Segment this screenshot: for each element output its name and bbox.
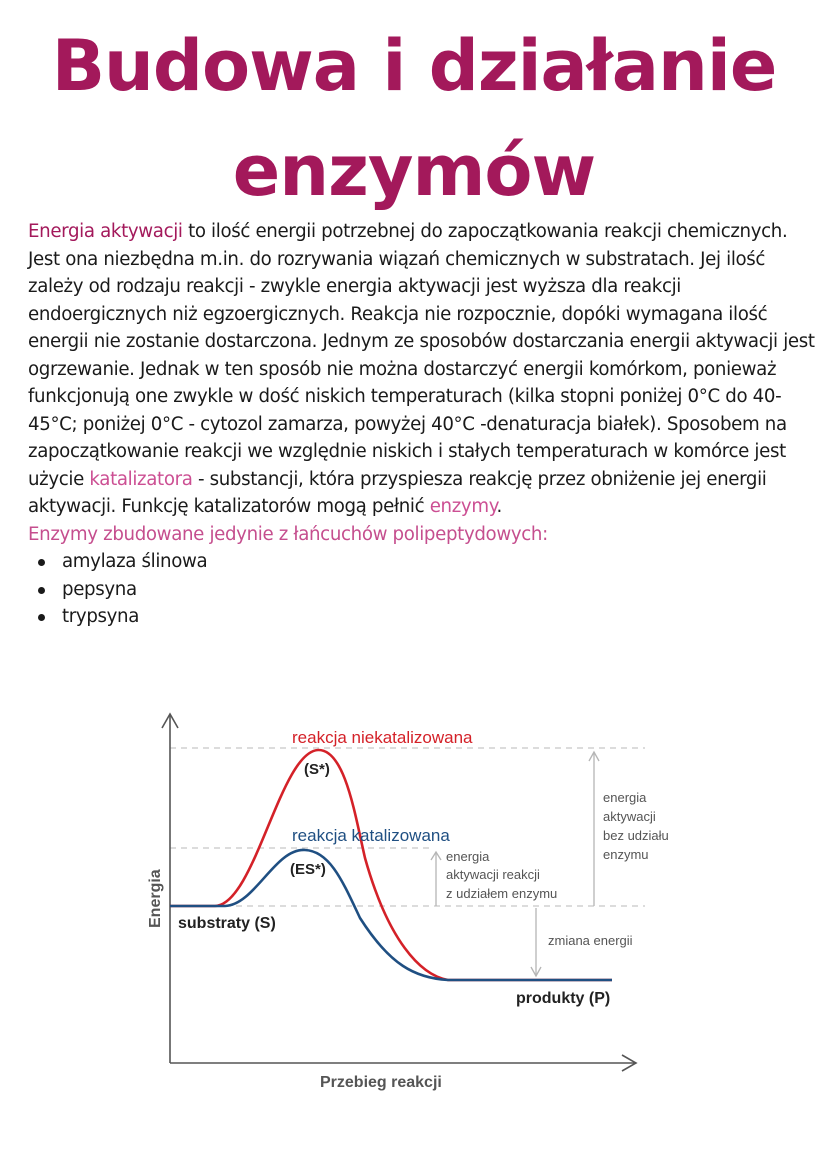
title-line-2: enzymów [232, 130, 596, 212]
note-line: energia [603, 790, 647, 805]
label-substrates: substraty (S) [178, 915, 276, 932]
label-es-star: (ES*) [290, 861, 326, 878]
enzymes-subheading: Enzymy zbudowane jedynie z łańcuchów polipeptydowych: [28, 523, 548, 545]
note-act-enzyme [446, 849, 557, 901]
list-item: trypsyna [62, 603, 818, 631]
note-line: bez udziału [603, 828, 669, 843]
note-energy-change: zmiana energii [548, 933, 633, 948]
label-catalyzed: reakcja katalizowana [292, 826, 450, 845]
label-s-star: (S*) [304, 761, 330, 778]
label-uncatalyzed: reakcja niekatalizowana [292, 728, 473, 747]
note-line: aktywacji [603, 809, 656, 824]
label-x-axis: Przebieg reakcji [320, 1074, 442, 1091]
list-item: amylaza ślinowa [62, 548, 818, 576]
note-line: enzymu [603, 847, 649, 862]
paragraph-text-a: to ilość energii potrzebnej do zapoczątkowania reakcji chemicznych. Jest ona niezbędna m.in. do rozrywania wiązań chemicznych w substratach. Jej ilość zależy od rodzaju reakcji - zwykle energia aktywacji jest wyższa dla reakcji endoergicznych niż egzoergicznych. Reakcja nie rozpocznie, dopóki wymagana ilość energii nie zostanie dostarczona. Jednym ze sposobów dostarczania energii aktywacji jest ogrzewanie. Jednak w ten sposób nie można dostarczyć energii komórkom, ponieważ funkcjonują one zwykle w dość niskich temperaturach (kilka stopni poniżej 0°C do 40-45°C; poniżej 0°C - cytozol zamarza, powyżej 40°C -denaturacja białek). Sposobem na zapoczątkowanie reakcji we względnie niskich i stałych temperaturach w komórce jest użycie [28, 221, 815, 490]
paragraph-text-c: . [496, 496, 502, 517]
label-products: produkty (P) [516, 990, 611, 1007]
note-line: z udziałem enzymu [446, 886, 558, 901]
label-y-axis: Energia [147, 869, 164, 928]
note-line: energia [446, 849, 490, 864]
uncatalyzed-curve [170, 750, 612, 980]
note-act-no-enzyme [603, 790, 672, 862]
term-activation-energy: Energia aktywacji [28, 221, 183, 242]
list-item: pepsyna [62, 576, 818, 604]
note-line: aktywacji reakcji [446, 867, 540, 882]
term-enzymes: enzymy [429, 496, 497, 517]
title-line-1: Budowa i działanie [51, 25, 777, 107]
paragraph-text-b: - substancji, która przyspiesza reakcję przez obniżenie jej energii aktywacji. Funkcję katalizatorów mogą pełnić [28, 468, 767, 517]
term-catalyst: katalizatora [89, 468, 193, 490]
